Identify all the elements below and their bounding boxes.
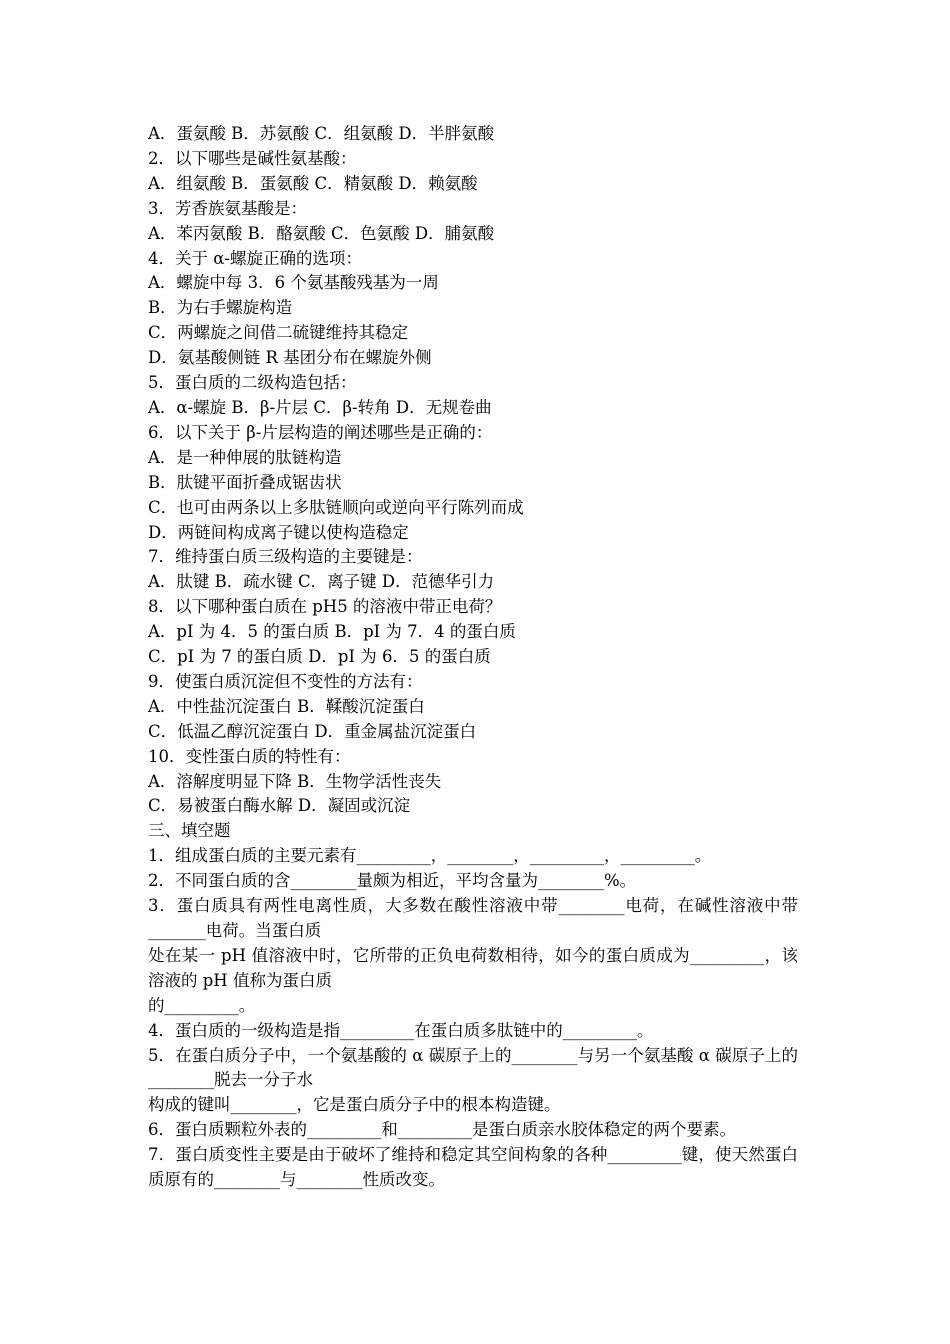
text-line: A．蛋氨酸 B．苏氨酸 C．组氨酸 D．半胖氨酸 (148, 124, 495, 143)
question-4: 4．关于 α-螺旋正确的选项： (148, 248, 362, 268)
fill-question-3-end: 的_________。 (148, 995, 256, 1015)
fill-question-3: 3．蛋白质具有两性电离性质，大多数在酸性溶液中带________电荷，在碱性溶液中带_______电荷。当蛋白质 (148, 896, 798, 940)
text-line: D．氨基酸侧链 R 基团分布在螺旋外侧 (148, 348, 432, 368)
question-7: 7．维持蛋白质三级构造的主要键是： (148, 547, 423, 567)
fill-question-5: 5．在蛋白质分子中，一个氨基酸的 α 碳原子上的________与另一个氨基酸 α 碳原子上的________脱去一分子水 (148, 1045, 798, 1090)
fill-question-3-cont: 处在某一 pH 值溶液中时，它所带的正负电荷数相待，如今的蛋白质成为_________，该溶液的 pH 值称为蛋白质 (148, 945, 798, 990)
text-line: A．pI 为 4．5 的蛋白质 B．pI 为 7．4 的蛋白质 (148, 622, 516, 642)
text-line: A．肽键 B．疏水键 C．离子键 D．范德华引力 (148, 572, 495, 592)
text-line: C．低温乙醇沉淀蛋白 D．重金属盐沉淀蛋白 (148, 721, 477, 741)
text-line: C．pI 为 7 的蛋白质 D．pI 为 6．5 的蛋白质 (148, 647, 491, 667)
text-line: C．两螺旋之间借二硫键维持其稳定 (148, 323, 409, 343)
fill-question-5-cont: 构成的键叫________，它是蛋白质分子中的根本构造键。 (148, 1095, 561, 1115)
fill-question-7: 7．蛋白质变性主要是由于破坏了维持和稳定其空间构象的各种_________键，使天然蛋白质原有的________与________性质改变。 (148, 1145, 798, 1190)
question-2: 2．以下哪些是碱性氨基酸： (148, 148, 357, 168)
question-10: 10．变性蛋白质的特性有： (148, 746, 351, 766)
fill-question-1: 1．组成蛋白质的主要元素有_________，________，_________，_________。 (148, 846, 712, 866)
text-line: A．α-螺旋 B．β-片层 C．β-转角 D．无规卷曲 (148, 397, 492, 417)
fill-question-2: 2．不同蛋白质的含________量颇为相近，平均含量为________%。 (148, 871, 637, 891)
fill-question-4: 4．蛋白质的一级构造是指_________在蛋白质多肽链中的_________。 (148, 1020, 654, 1040)
text-line: A．螺旋中每 3．6 个氨基酸残基为一周 (148, 273, 439, 293)
question-3: 3．芳香族氨基酸是： (148, 198, 307, 218)
text-line: C．易被蛋白酶水解 D．凝固或沉淀 (148, 796, 411, 816)
fill-question-6: 6．蛋白质颗粒外表的_________和_________是蛋白质亲水胶体稳定的两个要素。 (148, 1120, 736, 1140)
text-line: C．也可由两条以上多肽链顺向或逆向平行陈列而成 (148, 497, 524, 517)
question-8: 8．以下哪种蛋白质在 pH5 的溶液中带正电荷？ (148, 597, 502, 617)
text-line: A．溶解度明显下降 B．生物学活性丧失 (148, 771, 442, 791)
document-page (148, 122, 798, 1193)
section-heading: 三、填空题 (148, 821, 231, 841)
text-line: A．组氨酸 B．蛋氨酸 C．精氨酸 D．赖氨酸 (148, 173, 478, 193)
text-line: D．两链间构成离子键以使构造稳定 (148, 522, 409, 542)
text-line: B．肽键平面折叠成锯齿状 (148, 472, 342, 492)
question-6: 6．以下关于 β-片层构造的阐述哪些是正确的： (148, 422, 493, 442)
text-line: B．为右手螺旋构造 (148, 298, 293, 318)
text-line: A．是一种伸展的肽链构造 (148, 447, 342, 467)
text-line: A．苯丙氨酸 B．酪氨酸 C．色氨酸 D．脯氨酸 (148, 223, 495, 243)
question-5: 5．蛋白质的二级构造包括： (148, 373, 357, 393)
question-9: 9．使蛋白质沉淀但不变性的方法有： (148, 671, 423, 691)
text-line: A．中性盐沉淀蛋白 B．鞣酸沉淀蛋白 (148, 696, 425, 716)
